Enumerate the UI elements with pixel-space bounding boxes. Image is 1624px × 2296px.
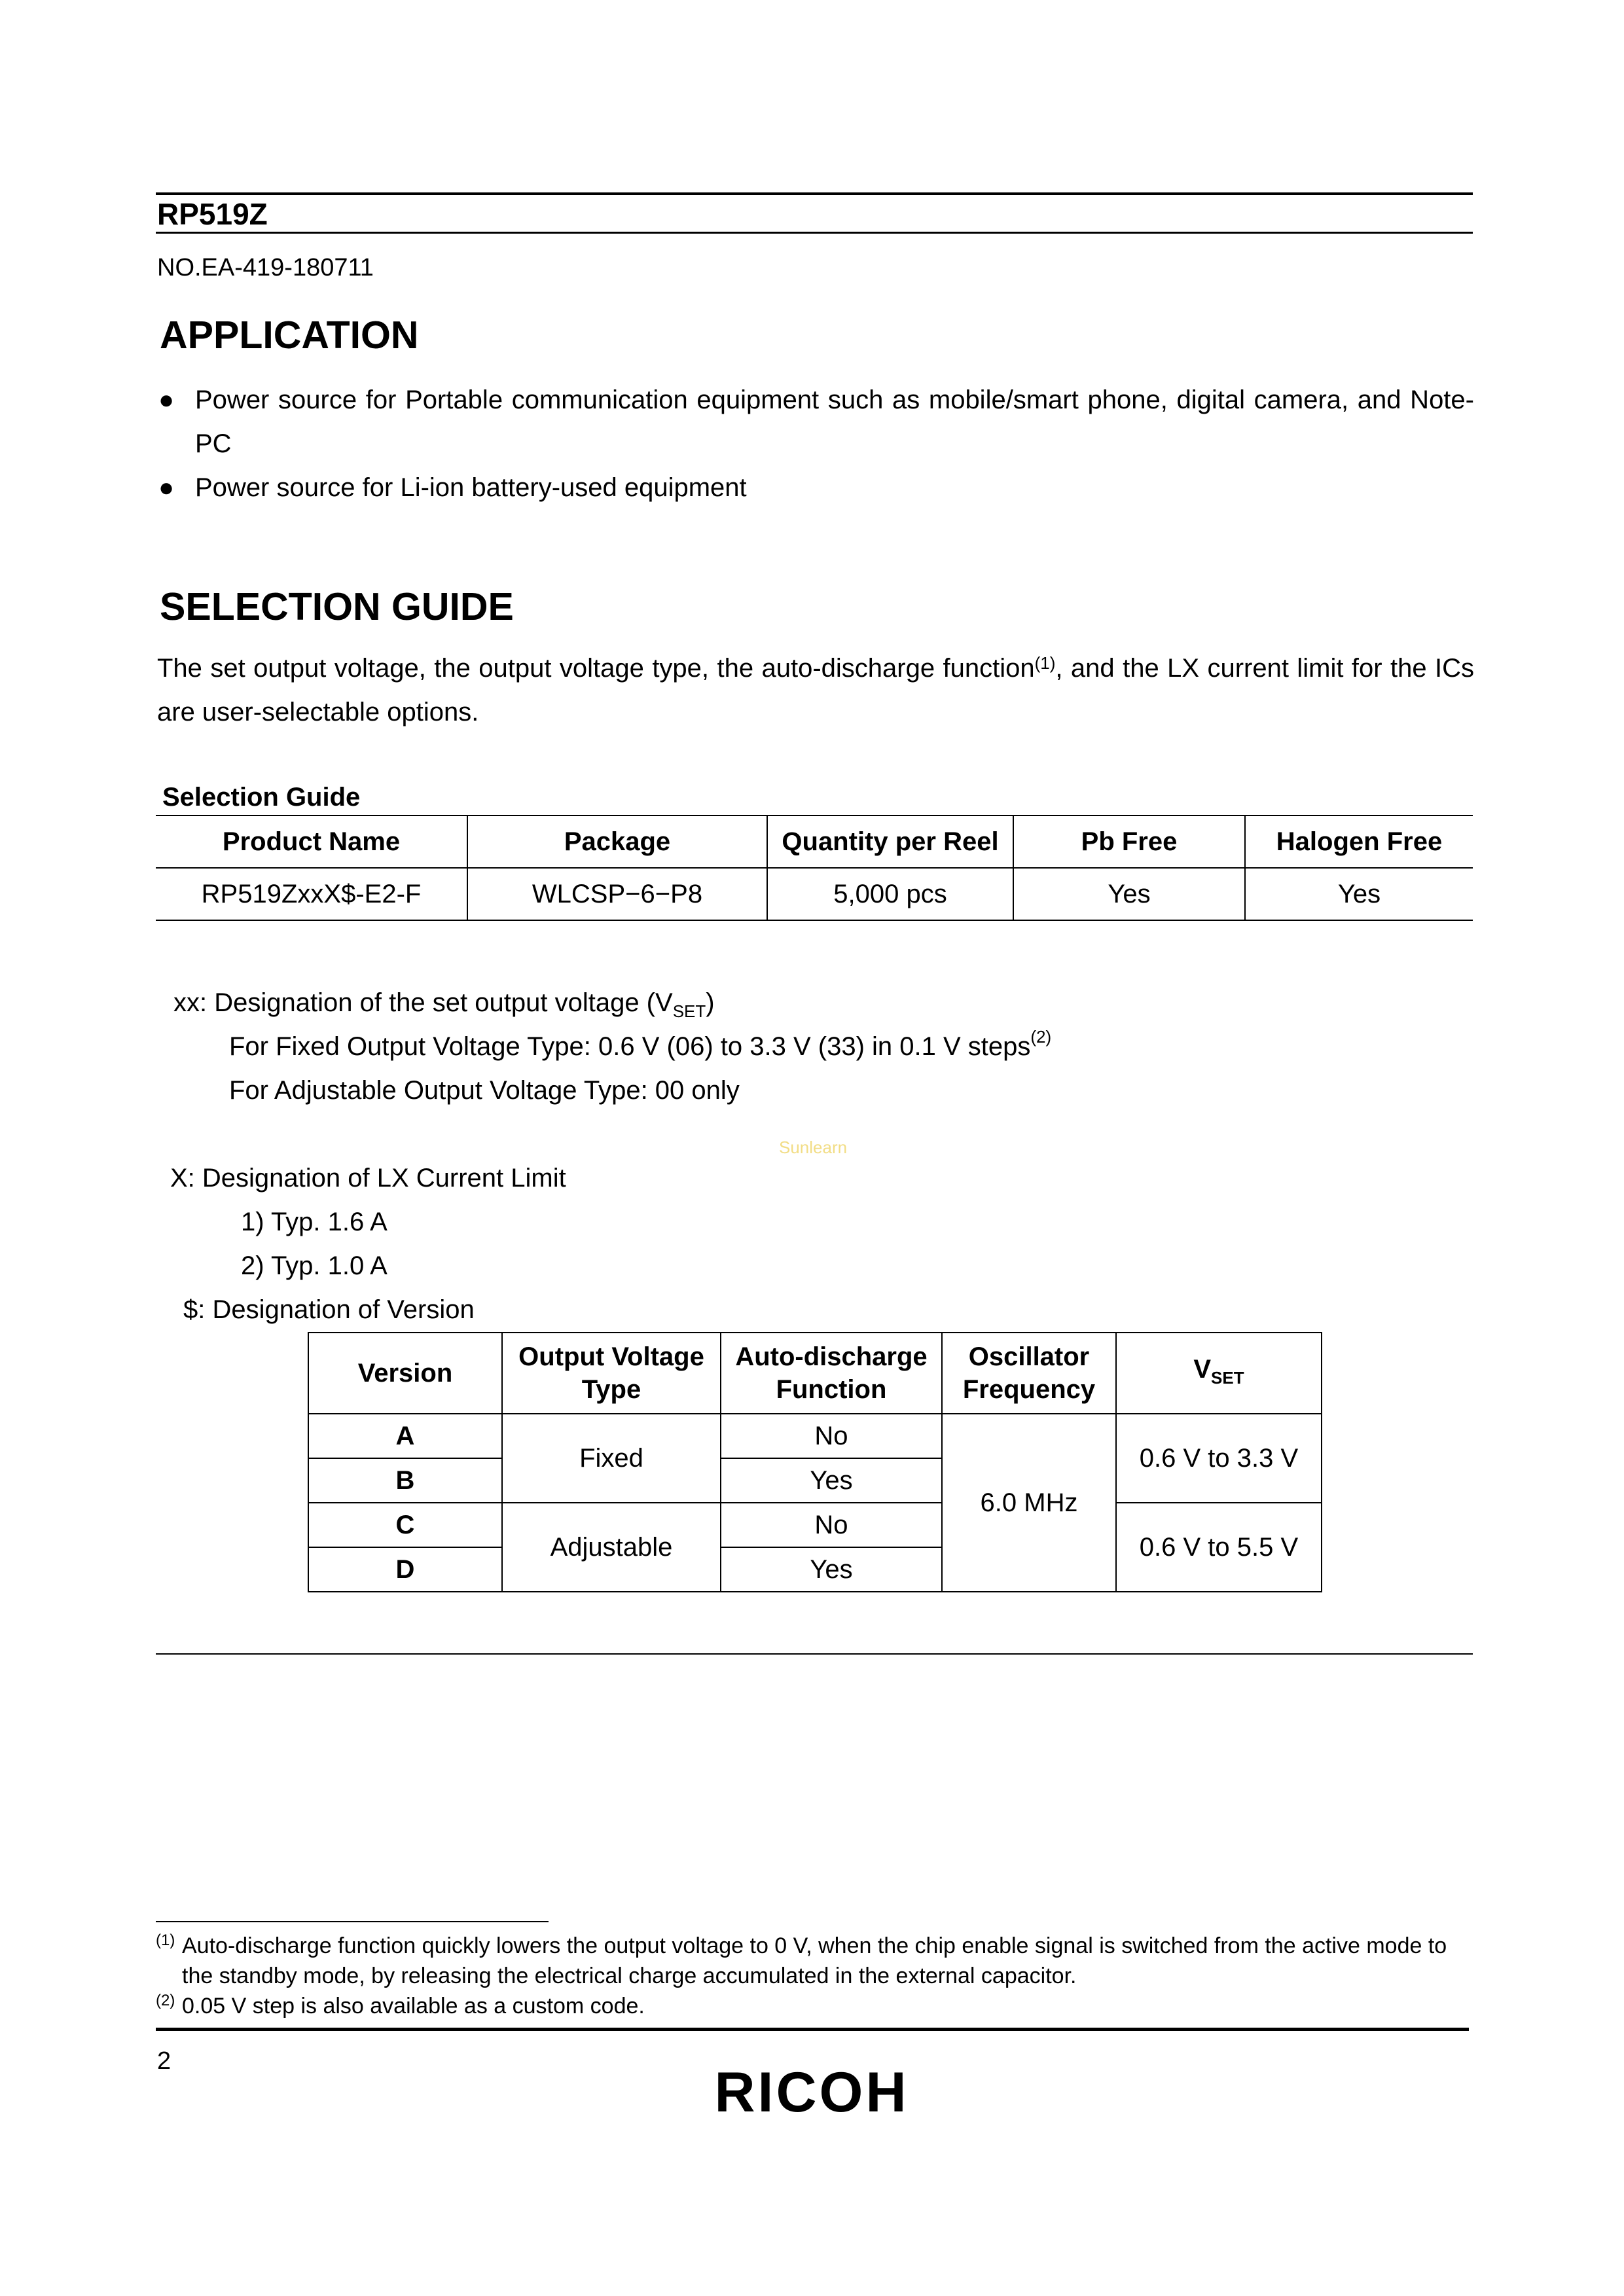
output-type-cell: Fixed xyxy=(502,1414,721,1503)
vset-cell: 0.6 V to 3.3 V xyxy=(1116,1414,1322,1503)
auto-discharge-cell: Yes xyxy=(721,1547,942,1592)
footnote-2: (2) 0.05 V step is also available as a custom code. xyxy=(156,1992,645,2018)
table-cell: 5,000 pcs xyxy=(767,868,1013,920)
section-divider xyxy=(156,1653,1473,1655)
footnote-ref-1: (1) xyxy=(1034,653,1056,673)
version-cell: B xyxy=(308,1458,502,1503)
application-item: ● Power source for Portable communication equipment such as mobile/smart phone, digital camera, and Note-PC xyxy=(157,378,1474,466)
x-option-1: 1) Typ. 1.6 A xyxy=(241,1208,388,1236)
bullet-icon: ● xyxy=(158,386,175,414)
xx-fixed-range: For Fixed Output Voltage Type: 0.6 V (06) to 3.3 V (33) in 0.1 V steps$^{(2)}$ xyxy=(229,1027,1052,1061)
version-cell: D xyxy=(308,1547,502,1592)
version-cell: C xyxy=(308,1503,502,1547)
column-header: Quantity per Reel xyxy=(767,816,1013,868)
auto-discharge-cell: No xyxy=(721,1414,942,1458)
table-row xyxy=(156,868,1473,920)
table-cell: Yes xyxy=(1245,868,1473,920)
table-caption: Selection Guide xyxy=(162,783,361,812)
oscillator-cell: 6.0 MHz xyxy=(942,1414,1116,1592)
version-table xyxy=(308,1332,1322,1592)
selection-intro: The set output voltage, the output voltage type, the auto-discharge function$^{(1)}$, and the LX current limit for the ICs are user-selectable options. xyxy=(157,653,1474,726)
vset-cell: 0.6 V to 5.5 V xyxy=(1116,1503,1322,1592)
footnote-ref-2: (2) xyxy=(1030,1027,1052,1047)
logo-text: RICOH xyxy=(714,2062,909,2121)
watermark: Sunlearn xyxy=(779,1138,848,1157)
column-header: $V_{SET}$ xyxy=(1116,1333,1322,1414)
application-heading: APPLICATION xyxy=(160,314,419,357)
part-number: RP519Z xyxy=(157,197,268,231)
bullet-icon: ● xyxy=(158,473,175,502)
column-header: Output Voltage Type xyxy=(502,1333,721,1414)
table-cell: RP519ZxxX$-E2-F xyxy=(156,868,467,920)
auto-discharge-cell: No xyxy=(721,1503,942,1547)
column-header: Package xyxy=(467,816,767,868)
version-designation: $: Designation of Version xyxy=(183,1295,475,1324)
table-row xyxy=(308,1414,1322,1458)
application-item: ● Power source for Li-ion battery-used equipment xyxy=(157,466,1474,510)
header-bottom-rule xyxy=(156,232,1473,234)
output-type-cell: Adjustable xyxy=(502,1503,721,1592)
header-top-rule xyxy=(156,192,1473,195)
x-designation: X: Designation of LX Current Limit xyxy=(170,1164,566,1193)
table-cell: Yes xyxy=(1013,868,1245,920)
table-header-row xyxy=(156,816,1473,868)
column-header: Pb Free xyxy=(1013,816,1245,868)
footnotes xyxy=(156,1931,1477,2021)
xx-designation: xx: Designation of the set output voltage $(V_{SET})$ xyxy=(173,988,715,1021)
xx-adjustable-range: For Adjustable Output Voltage Type: 00 only xyxy=(229,1076,740,1105)
ricoh-logo xyxy=(687,2062,936,2121)
column-header: Version xyxy=(308,1333,502,1414)
column-header: Auto-discharge Function xyxy=(721,1333,942,1414)
column-header: Product Name xyxy=(156,816,467,868)
page-number: 2 xyxy=(157,2047,171,2075)
footnote-separator xyxy=(156,1921,549,1922)
footnote-1: (1) Auto-discharge function quickly lowers the output voltage to 0 V, when the chip enable signal is switched from the active mode to the standby mode, by releasing the electrical charge accumulated in the external capacitor. xyxy=(156,1931,1447,1988)
selection-guide-heading: SELECTION GUIDE xyxy=(160,585,514,628)
auto-discharge-cell: Yes xyxy=(721,1458,942,1503)
version-cell: A xyxy=(308,1414,502,1458)
table-cell: WLCSP−6−P8 xyxy=(467,868,767,920)
table-header-row xyxy=(308,1333,1322,1414)
table-row xyxy=(308,1503,1322,1547)
column-header: Oscillator Frequency xyxy=(942,1333,1116,1414)
footer-rule xyxy=(156,2028,1469,2031)
application-list xyxy=(157,378,1474,510)
column-header: Halogen Free xyxy=(1245,816,1473,868)
document-number: NO.EA-419-180711 xyxy=(157,254,374,281)
selection-guide-table xyxy=(156,815,1473,921)
x-option-2: 2) Typ. 1.0 A xyxy=(241,1251,388,1280)
